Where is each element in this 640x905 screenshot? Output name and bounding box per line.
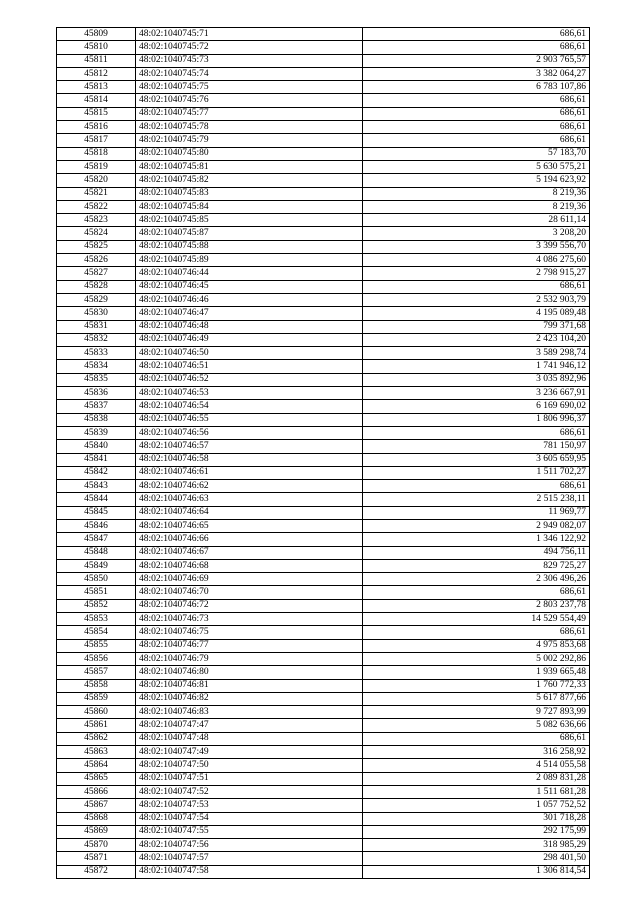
value-cell: 2 515 238,11: [363, 493, 590, 506]
value-cell: 2 306 496,26: [363, 573, 590, 586]
row-number-cell: 45871: [57, 852, 136, 865]
row-number-cell: 45823: [57, 214, 136, 227]
table-row: [57, 639, 590, 652]
table-row: [57, 214, 590, 227]
table-row: [57, 719, 590, 732]
value-cell: 781 150,97: [363, 440, 590, 453]
row-number-cell: 45866: [57, 785, 136, 798]
value-cell: 799 371,68: [363, 320, 590, 333]
value-cell: 2 423 104,20: [363, 333, 590, 346]
row-number-cell: 45827: [57, 267, 136, 280]
table-row: [57, 759, 590, 772]
table-row: [57, 613, 590, 626]
cadastral-number-cell: 48:02:1040745:78: [136, 121, 363, 134]
table-row: [57, 626, 590, 639]
cadastral-number-cell: 48:02:1040746:46: [136, 293, 363, 306]
value-cell: 1 806 996,37: [363, 413, 590, 426]
table-row: [57, 533, 590, 546]
cadastral-number-cell: 48:02:1040747:55: [136, 825, 363, 838]
cadastral-number-cell: 48:02:1040746:61: [136, 466, 363, 479]
row-number-cell: 45815: [57, 107, 136, 120]
row-number-cell: 45858: [57, 679, 136, 692]
cadastral-number-cell: 48:02:1040746:73: [136, 613, 363, 626]
row-number-cell: 45835: [57, 373, 136, 386]
row-number-cell: 45821: [57, 187, 136, 200]
row-number-cell: 45825: [57, 240, 136, 253]
row-number-cell: 45831: [57, 320, 136, 333]
row-number-cell: 45853: [57, 613, 136, 626]
value-cell: 2 803 237,78: [363, 599, 590, 612]
value-cell: 686,61: [363, 480, 590, 493]
row-number-cell: 45837: [57, 400, 136, 413]
table-row: [57, 799, 590, 812]
value-cell: 8 219,36: [363, 187, 590, 200]
row-number-cell: 45834: [57, 360, 136, 373]
table-row: [57, 599, 590, 612]
cadastral-number-cell: 48:02:1040746:65: [136, 519, 363, 532]
cadastral-number-cell: 48:02:1040745:73: [136, 54, 363, 67]
value-cell: 3 208,20: [363, 227, 590, 240]
table-row: [57, 679, 590, 692]
cadastral-number-cell: 48:02:1040745:89: [136, 254, 363, 267]
row-number-cell: 45817: [57, 134, 136, 147]
cadastral-number-cell: 48:02:1040746:64: [136, 506, 363, 519]
cadastral-number-cell: 48:02:1040745:72: [136, 41, 363, 54]
value-cell: 686,61: [363, 280, 590, 293]
cadastral-number-cell: 48:02:1040746:68: [136, 559, 363, 572]
value-cell: 5 630 575,21: [363, 160, 590, 173]
table-row: [57, 466, 590, 479]
cadastral-number-cell: 48:02:1040747:52: [136, 785, 363, 798]
value-cell: 3 605 659,95: [363, 453, 590, 466]
row-number-cell: 45846: [57, 519, 136, 532]
cadastral-number-cell: 48:02:1040745:74: [136, 67, 363, 80]
value-cell: 1 760 772,33: [363, 679, 590, 692]
row-number-cell: 45814: [57, 94, 136, 107]
table-row: [57, 387, 590, 400]
row-number-cell: 45868: [57, 812, 136, 825]
cadastral-number-cell: 48:02:1040746:53: [136, 387, 363, 400]
row-number-cell: 45872: [57, 865, 136, 878]
table-row: [57, 453, 590, 466]
value-cell: 301 718,28: [363, 812, 590, 825]
table-row: [57, 785, 590, 798]
table-row: [57, 373, 590, 386]
table-row: [57, 121, 590, 134]
value-cell: 6 169 690,02: [363, 400, 590, 413]
cadastral-number-cell: 48:02:1040746:48: [136, 320, 363, 333]
cadastral-number-cell: 48:02:1040746:52: [136, 373, 363, 386]
value-cell: 829 725,27: [363, 559, 590, 572]
cadastral-number-cell: 48:02:1040746:80: [136, 666, 363, 679]
cadastral-number-cell: 48:02:1040746:57: [136, 440, 363, 453]
table-row: [57, 692, 590, 705]
cadastral-number-cell: 48:02:1040746:70: [136, 586, 363, 599]
table-row: [57, 81, 590, 94]
row-number-cell: 45870: [57, 839, 136, 852]
cadastral-number-cell: 48:02:1040745:71: [136, 28, 363, 41]
value-cell: 686,61: [363, 626, 590, 639]
value-cell: 298 401,50: [363, 852, 590, 865]
cadastral-number-cell: 48:02:1040746:45: [136, 280, 363, 293]
value-cell: 5 002 292,86: [363, 652, 590, 665]
row-number-cell: 45818: [57, 147, 136, 160]
row-number-cell: 45859: [57, 692, 136, 705]
value-cell: 3 382 064,27: [363, 67, 590, 80]
table-row: [57, 94, 590, 107]
cadastral-number-cell: 48:02:1040746:67: [136, 546, 363, 559]
row-number-cell: 45836: [57, 387, 136, 400]
value-cell: 2 089 831,28: [363, 772, 590, 785]
row-number-cell: 45816: [57, 121, 136, 134]
table-row: [57, 174, 590, 187]
row-number-cell: 45854: [57, 626, 136, 639]
value-cell: 1 511 702,27: [363, 466, 590, 479]
value-cell: 14 529 554,49: [363, 613, 590, 626]
value-cell: 3 236 667,91: [363, 387, 590, 400]
table-row: [57, 852, 590, 865]
value-cell: 494 756,11: [363, 546, 590, 559]
value-cell: 686,61: [363, 134, 590, 147]
table-row: [57, 746, 590, 759]
cadastral-number-cell: 48:02:1040747:53: [136, 799, 363, 812]
cadastral-number-cell: 48:02:1040746:49: [136, 333, 363, 346]
row-number-cell: 45869: [57, 825, 136, 838]
table-row: [57, 666, 590, 679]
row-number-cell: 45838: [57, 413, 136, 426]
table-row: [57, 506, 590, 519]
cadastral-number-cell: 48:02:1040746:51: [136, 360, 363, 373]
cadastral-number-cell: 48:02:1040747:57: [136, 852, 363, 865]
row-number-cell: 45847: [57, 533, 136, 546]
table-body: [57, 28, 590, 879]
table-row: [57, 865, 590, 878]
row-number-cell: 45864: [57, 759, 136, 772]
table-row: [57, 706, 590, 719]
row-number-cell: 45820: [57, 174, 136, 187]
value-cell: 2 903 765,57: [363, 54, 590, 67]
cadastral-number-cell: 48:02:1040745:83: [136, 187, 363, 200]
cadastral-number-cell: 48:02:1040745:76: [136, 94, 363, 107]
cadastral-number-cell: 48:02:1040746:55: [136, 413, 363, 426]
table-row: [57, 187, 590, 200]
row-number-cell: 45833: [57, 347, 136, 360]
table-row: [57, 320, 590, 333]
value-cell: 686,61: [363, 586, 590, 599]
row-number-cell: 45861: [57, 719, 136, 732]
cadastral-number-cell: 48:02:1040745:77: [136, 107, 363, 120]
cadastral-number-cell: 48:02:1040745:87: [136, 227, 363, 240]
value-cell: 2 798 915,27: [363, 267, 590, 280]
value-cell: 3 589 298,74: [363, 347, 590, 360]
cadastral-number-cell: 48:02:1040745:85: [136, 214, 363, 227]
table-row: [57, 586, 590, 599]
row-number-cell: 45856: [57, 652, 136, 665]
table-row: [57, 28, 590, 41]
table-row: [57, 293, 590, 306]
table-row: [57, 160, 590, 173]
row-number-cell: 45809: [57, 28, 136, 41]
cadastral-number-cell: 48:02:1040746:58: [136, 453, 363, 466]
value-cell: 316 258,92: [363, 746, 590, 759]
table-row: [57, 254, 590, 267]
value-cell: 8 219,36: [363, 200, 590, 213]
value-cell: 686,61: [363, 426, 590, 439]
cadastral-number-cell: 48:02:1040747:47: [136, 719, 363, 732]
row-number-cell: 45812: [57, 67, 136, 80]
table-row: [57, 493, 590, 506]
value-cell: 28 611,14: [363, 214, 590, 227]
value-cell: 686,61: [363, 107, 590, 120]
row-number-cell: 45850: [57, 573, 136, 586]
table-row: [57, 839, 590, 852]
cadastral-number-cell: 48:02:1040746:77: [136, 639, 363, 652]
value-cell: 6 783 107,86: [363, 81, 590, 94]
cadastral-number-cell: 48:02:1040746:79: [136, 652, 363, 665]
row-number-cell: 45826: [57, 254, 136, 267]
value-cell: 3 399 556,70: [363, 240, 590, 253]
table-row: [57, 732, 590, 745]
row-number-cell: 45810: [57, 41, 136, 54]
value-cell: 292 175,99: [363, 825, 590, 838]
row-number-cell: 45860: [57, 706, 136, 719]
cadastral-number-cell: 48:02:1040745:84: [136, 200, 363, 213]
row-number-cell: 45830: [57, 307, 136, 320]
row-number-cell: 45844: [57, 493, 136, 506]
value-cell: 1 057 752,52: [363, 799, 590, 812]
cadastral-number-cell: 48:02:1040745:75: [136, 81, 363, 94]
cadastral-number-cell: 48:02:1040747:58: [136, 865, 363, 878]
cadastral-number-cell: 48:02:1040746:72: [136, 599, 363, 612]
table-row: [57, 360, 590, 373]
cadastral-number-cell: 48:02:1040746:66: [136, 533, 363, 546]
row-number-cell: 45857: [57, 666, 136, 679]
row-number-cell: 45851: [57, 586, 136, 599]
cadastral-number-cell: 48:02:1040746:83: [136, 706, 363, 719]
row-number-cell: 45811: [57, 54, 136, 67]
row-number-cell: 45832: [57, 333, 136, 346]
table-row: [57, 267, 590, 280]
value-cell: 5 082 636,66: [363, 719, 590, 732]
value-cell: 686,61: [363, 94, 590, 107]
cadastral-number-cell: 48:02:1040746:75: [136, 626, 363, 639]
table-row: [57, 227, 590, 240]
cadastral-number-cell: 48:02:1040746:63: [136, 493, 363, 506]
value-cell: 4 086 275,60: [363, 254, 590, 267]
cadastral-number-cell: 48:02:1040745:82: [136, 174, 363, 187]
row-number-cell: 45842: [57, 466, 136, 479]
value-cell: 318 985,29: [363, 839, 590, 852]
table-row: [57, 147, 590, 160]
value-cell: 1 511 681,28: [363, 785, 590, 798]
cadastral-value-table: [56, 27, 590, 879]
cadastral-number-cell: 48:02:1040747:49: [136, 746, 363, 759]
cadastral-number-cell: 48:02:1040746:81: [136, 679, 363, 692]
cadastral-number-cell: 48:02:1040746:54: [136, 400, 363, 413]
row-number-cell: 45845: [57, 506, 136, 519]
row-number-cell: 45819: [57, 160, 136, 173]
table-row: [57, 307, 590, 320]
cadastral-number-cell: 48:02:1040746:62: [136, 480, 363, 493]
table-row: [57, 652, 590, 665]
row-number-cell: 45862: [57, 732, 136, 745]
table-row: [57, 54, 590, 67]
row-number-cell: 45843: [57, 480, 136, 493]
row-number-cell: 45849: [57, 559, 136, 572]
value-cell: 686,61: [363, 41, 590, 54]
table-row: [57, 480, 590, 493]
table-row: [57, 240, 590, 253]
value-cell: 686,61: [363, 28, 590, 41]
value-cell: 1 346 122,92: [363, 533, 590, 546]
value-cell: 4 975 853,68: [363, 639, 590, 652]
row-number-cell: 45852: [57, 599, 136, 612]
value-cell: 5 617 877,66: [363, 692, 590, 705]
table-row: [57, 812, 590, 825]
row-number-cell: 45840: [57, 440, 136, 453]
cadastral-number-cell: 48:02:1040746:50: [136, 347, 363, 360]
row-number-cell: 45839: [57, 426, 136, 439]
table-row: [57, 134, 590, 147]
row-number-cell: 45828: [57, 280, 136, 293]
row-number-cell: 45855: [57, 639, 136, 652]
value-cell: 9 727 893,99: [363, 706, 590, 719]
cadastral-number-cell: 48:02:1040746:82: [136, 692, 363, 705]
table-row: [57, 546, 590, 559]
table-row: [57, 280, 590, 293]
table-row: [57, 573, 590, 586]
table-row: [57, 200, 590, 213]
row-number-cell: 45813: [57, 81, 136, 94]
value-cell: 1 306 814,54: [363, 865, 590, 878]
table-row: [57, 772, 590, 785]
cadastral-number-cell: 48:02:1040747:54: [136, 812, 363, 825]
cadastral-number-cell: 48:02:1040745:79: [136, 134, 363, 147]
table-row: [57, 41, 590, 54]
value-cell: 2 532 903,79: [363, 293, 590, 306]
cadastral-number-cell: 48:02:1040747:56: [136, 839, 363, 852]
row-number-cell: 45863: [57, 746, 136, 759]
value-cell: 57 183,70: [363, 147, 590, 160]
cadastral-number-cell: 48:02:1040747:50: [136, 759, 363, 772]
value-cell: 686,61: [363, 121, 590, 134]
table-row: [57, 519, 590, 532]
table-row: [57, 107, 590, 120]
value-cell: 4 514 055,58: [363, 759, 590, 772]
value-cell: 1 741 946,12: [363, 360, 590, 373]
cadastral-number-cell: 48:02:1040745:80: [136, 147, 363, 160]
value-cell: 4 195 089,48: [363, 307, 590, 320]
value-cell: 686,61: [363, 732, 590, 745]
value-cell: 5 194 623,92: [363, 174, 590, 187]
cadastral-number-cell: 48:02:1040746:56: [136, 426, 363, 439]
table-row: [57, 347, 590, 360]
row-number-cell: 45865: [57, 772, 136, 785]
cadastral-number-cell: 48:02:1040745:88: [136, 240, 363, 253]
table-row: [57, 400, 590, 413]
value-cell: 11 969,77: [363, 506, 590, 519]
row-number-cell: 45867: [57, 799, 136, 812]
row-number-cell: 45822: [57, 200, 136, 213]
value-cell: 3 035 892,96: [363, 373, 590, 386]
cadastral-number-cell: 48:02:1040746:69: [136, 573, 363, 586]
table-row: [57, 426, 590, 439]
cadastral-number-cell: 48:02:1040745:81: [136, 160, 363, 173]
cadastral-number-cell: 48:02:1040746:47: [136, 307, 363, 320]
value-cell: 1 939 665,48: [363, 666, 590, 679]
row-number-cell: 45824: [57, 227, 136, 240]
row-number-cell: 45829: [57, 293, 136, 306]
table-row: [57, 333, 590, 346]
table-row: [57, 440, 590, 453]
cadastral-number-cell: 48:02:1040746:44: [136, 267, 363, 280]
table-row: [57, 413, 590, 426]
cadastral-number-cell: 48:02:1040747:48: [136, 732, 363, 745]
cadastral-number-cell: 48:02:1040747:51: [136, 772, 363, 785]
table-row: [57, 825, 590, 838]
table-row: [57, 559, 590, 572]
value-cell: 2 949 082,07: [363, 519, 590, 532]
row-number-cell: 45848: [57, 546, 136, 559]
row-number-cell: 45841: [57, 453, 136, 466]
table-row: [57, 67, 590, 80]
